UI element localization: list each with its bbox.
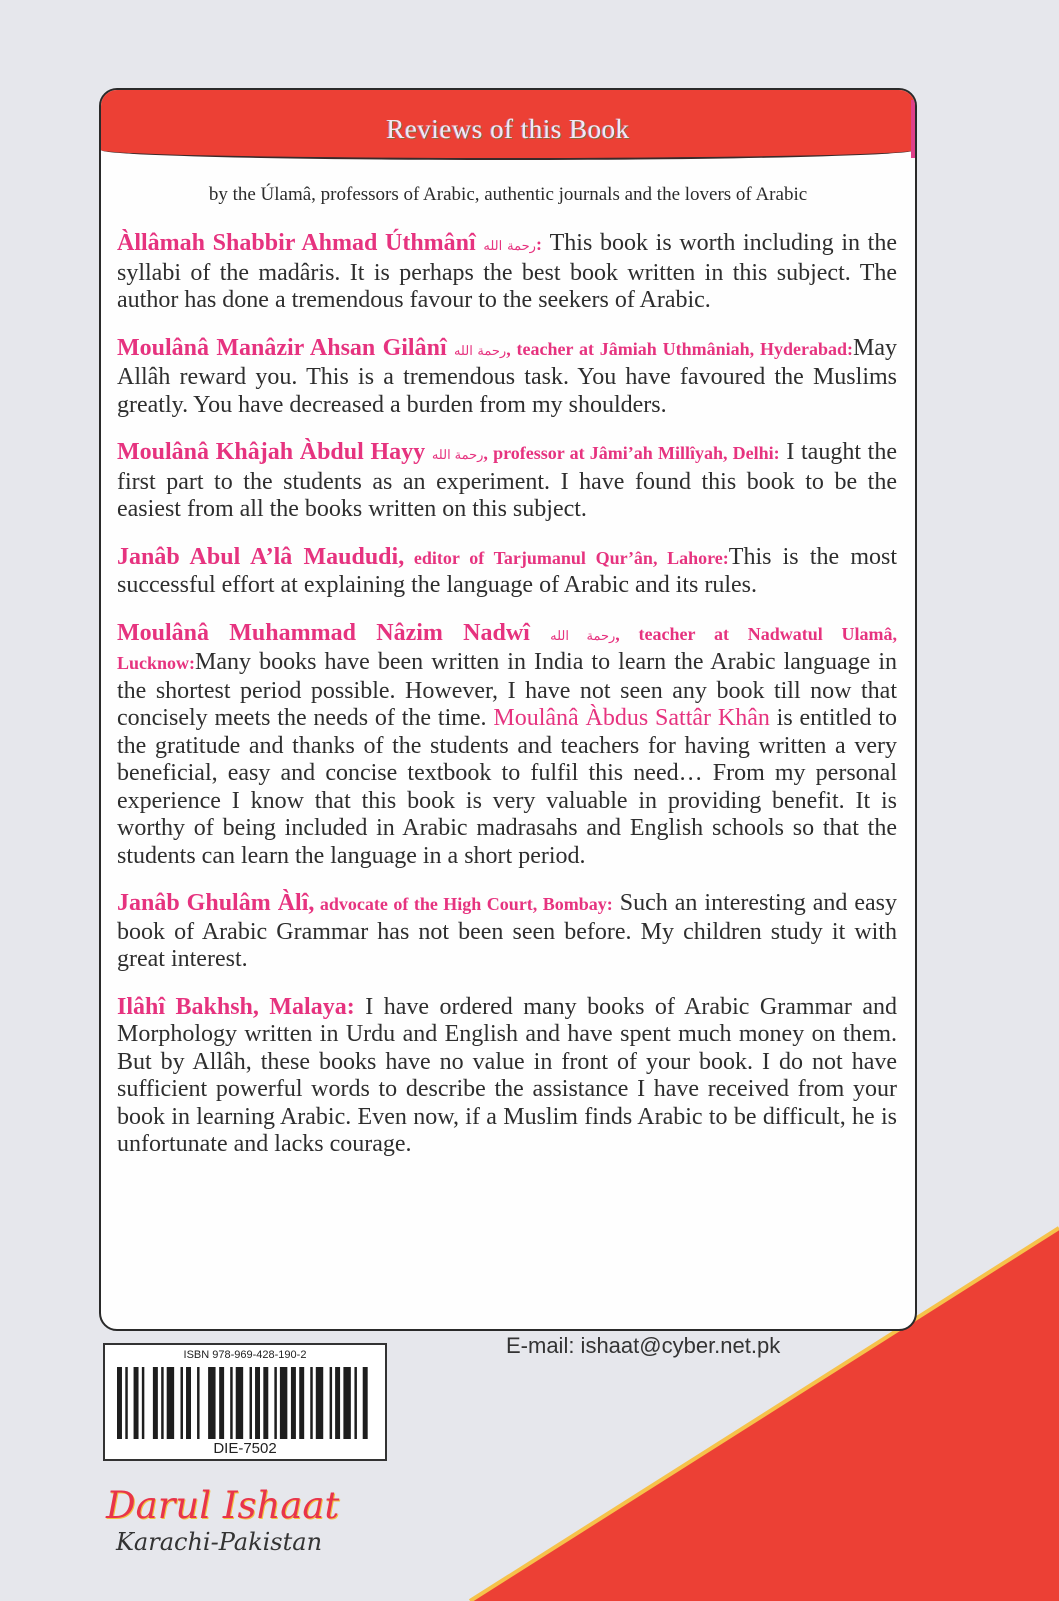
barcode-bar bbox=[299, 1367, 304, 1439]
author-name: Moulânâ Àbdus Sattâr Khân bbox=[493, 705, 770, 731]
barcode-bar bbox=[330, 1367, 332, 1439]
reviews-list bbox=[117, 230, 897, 1179]
barcode-bar bbox=[250, 1367, 252, 1439]
barcode-bar bbox=[117, 1367, 122, 1439]
barcode-bar bbox=[280, 1367, 287, 1439]
barcode-bar bbox=[343, 1367, 350, 1439]
review-text: I taught the first part to the students as an experiment. I have found this book to be the easiest from all the books written on this subject. bbox=[117, 439, 897, 522]
review-text: May Allâh reward you. This is a tremendous task. You have favoured the Muslims greatly. You have decreased a burden from my shoulders. bbox=[117, 334, 897, 418]
publisher-name: Darul Ishaat bbox=[106, 1484, 340, 1527]
reviewer-name: Moulânâ Khâjah Àbdul Hayy bbox=[117, 439, 426, 465]
barcode-bar bbox=[310, 1367, 312, 1439]
barcode-bar bbox=[274, 1367, 276, 1439]
barcode-bar bbox=[291, 1367, 296, 1439]
reviewer-name: Àllâmah Shabbir Ahmad Úthmânî bbox=[117, 230, 476, 256]
review-text: is entitled to the gratitude and thanks of the students and teachers for having written a very beneficial, easy and concise textbook to fulfil this need… From my personal experience I know that this book is very valuable in providing benefit. It is worthy of being included in Arabic madrasahs and English schools so that the students can learn the language in a short period. bbox=[117, 705, 897, 869]
barcode-bar bbox=[142, 1367, 144, 1439]
barcode-code: DIE-7502 bbox=[213, 1440, 277, 1457]
reviewer-role: , professor at Jâmi’ah Millîyah, Delhi: bbox=[483, 443, 780, 463]
barcode-bar bbox=[208, 1367, 215, 1439]
review-text: Many books have been written in India to learn the Arabic language in the shortest period possible. However, I have not seen any book till now that concisely meets the needs of the time. bbox=[117, 649, 897, 731]
card-header bbox=[101, 90, 915, 160]
barcode-bar bbox=[255, 1367, 260, 1439]
barcode-bar bbox=[354, 1367, 356, 1439]
barcode-bar bbox=[167, 1367, 174, 1439]
barcode-icon bbox=[115, 1367, 373, 1439]
reviewer-name: Janâb Ghulâm Àlî, bbox=[117, 890, 315, 916]
reviewer-role: , teacher at Jâmiah Uthmâniah, Hyderabad: bbox=[506, 338, 853, 359]
review-item bbox=[117, 439, 897, 524]
barcode-box bbox=[103, 1343, 387, 1461]
barcode-bar bbox=[363, 1367, 368, 1439]
barcode-bar bbox=[219, 1367, 224, 1439]
barcode-bar bbox=[181, 1367, 183, 1439]
review-text: I have ordered many books of Arabic Grammar and Morphology written in Urdu and English and have spent much money on them. But by Allâh, these books have no value in front of your book. I do not have sufficient powerful words to describe the assistance I have received from your book in learning Arabic. Even now, if a Muslim finds Arabic to be difficult, he is unfortunate and lacks courage. bbox=[117, 993, 897, 1157]
reviewer-role: : bbox=[535, 234, 542, 254]
honorific-text: رحمة الله bbox=[483, 238, 536, 253]
barcode-bar bbox=[153, 1367, 158, 1439]
reviewer-role: editor of Tarjumanul Qur’ân, Lahore: bbox=[404, 547, 729, 568]
review-item bbox=[117, 230, 897, 315]
review-item bbox=[117, 890, 897, 974]
barcode-bar bbox=[125, 1367, 127, 1439]
review-text: This book is worth including in the syllabi of the madâris. It is perhaps the best book written in this subject. The author has done a tremendous favour to the seekers of Arabic. bbox=[117, 230, 897, 313]
reviewer-name: Janâb Abul A’lâ Maududi, bbox=[117, 543, 405, 570]
barcode-bar bbox=[316, 1367, 323, 1439]
review-item bbox=[117, 994, 897, 1159]
reviewer-name: Moulânâ Manâzir Ahsan Gilânî bbox=[117, 334, 447, 361]
honorific-text: رحمة الله bbox=[453, 342, 507, 358]
barcode-bar bbox=[161, 1367, 163, 1439]
publisher-city: Karachi-Pakistan bbox=[116, 1528, 323, 1556]
reviewer-role: advocate of the High Court, Bombay: bbox=[314, 894, 613, 914]
reviewer-name: Ilâhî Bakhsh, Malaya: bbox=[117, 993, 355, 1020]
review-text: This is the most successful effort at explaining the language of Arabic and its rules. bbox=[117, 543, 898, 598]
card-subtitle: by the Úlamâ, professors of Arabic, authentic journals and the lovers of Arabic bbox=[208, 184, 808, 205]
barcode-bar bbox=[230, 1367, 232, 1439]
email-address: E-mail: ishaat@cyber.net.pk bbox=[506, 1333, 781, 1358]
barcode-bar bbox=[197, 1367, 199, 1439]
review-item bbox=[117, 620, 897, 871]
review-item bbox=[117, 544, 897, 600]
review-item bbox=[117, 335, 897, 420]
reviewer-name: Moulânâ Muhammad Nâzim Nadwî bbox=[117, 619, 530, 646]
barcode-bar bbox=[186, 1367, 191, 1439]
card-title: Reviews of this Book bbox=[386, 114, 630, 144]
barcode-bar bbox=[236, 1367, 243, 1439]
reviewer-role: , teacher at Nadwatul Ulamâ, Lucknow: bbox=[117, 623, 897, 673]
honorific-text: رحمة الله bbox=[431, 447, 484, 462]
barcode-bar bbox=[263, 1367, 268, 1439]
review-text: Such an interesting and easy book of Arabic Grammar has not been seen before. My children study it with great interest. bbox=[117, 890, 898, 972]
reviews-card bbox=[99, 88, 917, 1331]
isbn-label: ISBN 978-969-428-190-2 bbox=[183, 1349, 307, 1361]
barcode-bar bbox=[134, 1367, 139, 1439]
honorific-text: رحمة الله bbox=[550, 627, 616, 643]
barcode-bar bbox=[335, 1367, 340, 1439]
